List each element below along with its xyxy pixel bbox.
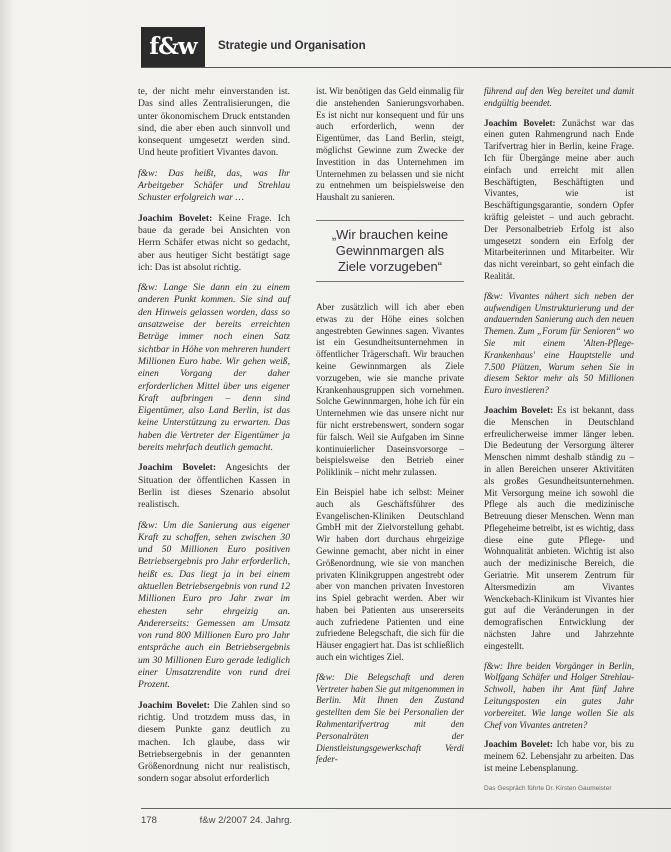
body-paragraph: ist. Wir benötigen das Geld einmalig für die anstehenden Sanierungsvorhaben. Es ist nicht nur konsequent und für uns auch erforderlich, wenn der Eigentümer, das Land Berlin, steigt, möglichst Gewinne zum Zwecke der Investition in das Unternehmen im Unternehmen zu belassen und sie nicht zu entnehmen um beispielsweise den Haushalt zu sanieren.: [316, 86, 464, 203]
interview-answer: [484, 405, 634, 653]
interview-question: f&w: Vivantes nähert sich neben der aufwendigen Umstrukturierung und der andauernden Sanierung auch den neuen Themen. Zum „Forum für Senioren“ wo Sie mit einem 'Alten-Pflege-Krankenhaus' eine Hauptstelle und 7.500 Plätzen, Warum sehen Sie in diesem Sektor mehr als 50 Millionen Euro investieren?: [484, 290, 634, 396]
speaker-name: Joachim Bovelet:: [484, 739, 553, 750]
footer-rule: [141, 808, 671, 809]
fw-logo: f&w: [141, 27, 205, 67]
interview-question: f&w: Die Belegschaft und deren Vertreter haben Sie gut mitgenommen in Berlin. Mit Ihnen den Zustand gestellten dem Sie bei Personalien der Rahmentarifvertrag mit den Personalräten der Dienstleistungsgewerkschaft Verdi feder-: [316, 671, 464, 765]
speaker-name: Joachim Bovelet:: [484, 404, 554, 415]
interview-answer: [138, 213, 290, 274]
answer-text: Angesichts der Situation der öffentlichen Kassen in Berlin ist dieses Szenario absolut realistisch.: [138, 462, 290, 511]
interview-answer: [484, 118, 634, 283]
interview-answer: [484, 739, 634, 774]
answer-text: Keine Frage. Ich baue da gerade bei Ansichten von Herrn Schäfer etwas nicht so gedacht, aber aus heutiger Sicht bestätigt sage ich: Das ist absolut richtig.: [138, 212, 290, 273]
interview-question: führend auf den Weg bereitet und damit endgültig beendet.: [484, 86, 634, 108]
interview-credit: Das Gespräch führte Dr. Kirsten Gaumeister: [484, 784, 612, 792]
speaker-name: Joachim Bovelet:: [484, 117, 556, 128]
interview-question: f&w: Um die Sanierung aus eigener Kraft zu schaffen, sehen zwischen 30 und 50 Millionen Euro positiven Betriebsergebnis pro Jahr erforderlich, heißt es. Das liegt ja in bei einem aktuellen Betriebsergebnis von rund 12 Millionen Euro pro Jahr zwar im ehesten sehr ehrgeizig an. Andererseits: Gemessen am Umsatz von rund 800 Millionen Euro pro Jahr entspräche auch ein Betriebsergebnis um 30 Millionen Euro gerade lediglich einer Umsatzrendite von rund drei Prozent.: [138, 519, 290, 691]
interview-question: f&w: Lange Sie dann ein zu einem anderen Punkt kommen. Sie sind auf den Hinweis gelassen worden, dass so ansatzweise der bereits erreichten Beträge immer noch einen Satz sichtbar in Höhe von mehreren hundert Millionen Euro habe. Wir gehen weiß, einen Vorgang der daher erforderlichen Mittel über uns eigener Kraft aufbringen – denn sind Eigentümer, also Land Berlin, ist das keine Unterstützung zu erwarten. Das haben die Vertreter der Eigentümer ja bereits mehrfach deutlich gemacht.: [138, 282, 290, 454]
body-paragraph: te, der nicht mehr einverstanden ist. Das sind alles Zentralisierungen, die unter ökonomischem Druck entstanden sind, die aber eben auch sinnvoll und konsequent umgesetzt werden sind. Und heute profitiert Vivantes davon.: [138, 86, 290, 159]
answer-text: Es ist bekannt, dass die Menschen in Deutschland erfreulicherweise immer länger leben. Die Bedeutung der Versorgung älterer Menschen nimmt deshalb ständig zu – in allen Bereichen unserer Aktivitäten als großes Gesundheitsunternehmen. Mit Versorgung meine ich sowohl die Pflege als auch die medizinische Betreuung dieser Menschen. Wenn man Pflegeheime betreibt, ist es wichtig, dass diese eine gute Pflege- und Wohnqualität anbieten. Wichtig ist also auch der medizinische Bereich, die Geriatrie. Mit unserem Zentrum für Altersmedizin am Vivantes Wenckebach-Klinikum ist Vivantes hier gut auf die Veränderungen in der demografischen Entwicklung der nächsten Jahre und Jahrzehnte eingestellt.: [484, 404, 634, 651]
speaker-name: Joachim Bovelet:: [138, 212, 213, 224]
section-title: Strategie und Organisation: [218, 40, 366, 52]
issue-info: f&w 2/2007 24. Jahrg.: [199, 815, 293, 826]
answer-text: Zunächst war das einen guten Rahmengrund nach Ende Tarifvertrag hier in Berlin, keine Frage. Ich für Übergänge meine aber auch einfach und erreicht mit allen Beschäftigten, Beschäftigten und Vivantes, wie ist Beschäftigungsgarantie, sondern Opfer kräftig geleistet – und auch gebracht. Der Personalbetrieb Erfolg ist also umgesetzt sondern ein Erfolg der Mitarbeiterinnen und Mitarbeiter. Wir das nicht vereinbart, so geht einfach die Realität.: [484, 117, 634, 281]
speaker-name: Joachim Bovelet:: [138, 699, 210, 711]
body-paragraph: Ein Beispiel habe ich selbst: Meiner auch als Geschäftsführer des Evangelischen-Kliniken Deutschland GmbH mit der Zielvorstellung gehabt. Wir haben dort durchaus ehrgeizige Gewinne gemacht, aber nicht in einer Größenordnung, wie sie von manchen privaten Klinikgruppen angestrebt oder aber von manchen privaten Investoren ins Spiel gebracht werden. Aber wir haben bei Patienten aus unsererseits auch zufriedene Patienten und eine zufriedene Belegschaft, die sich für die Häuser engagiert hat. Das ist schließlich auch ein wichtiges Ziel.: [316, 486, 464, 663]
page-footer: [141, 815, 501, 826]
answer-text: Ich habe vor, bis zu meinem 62. Lebensjahr zu arbeiten. Das ist meine Lebensplanung.: [484, 739, 634, 774]
interview-question: f&w: Ihre beiden Vorgänger in Berlin, Wolfgang Schäfer und Holger Strehlau-Schwoll, haben ihr Amt fünf Jahre Leitungsposten ein gutes Jahr vorbereitet. Wie lange wollen Sie als Chef von Vivantes antreten?: [484, 660, 634, 730]
interview-answer: [138, 700, 290, 786]
text-column-3: [484, 86, 634, 795]
interview-question: f&w: Das heißt, das, was Ihr Arbeitgeber Schäfer und Strehlau Schuster erfolgreich war …: [138, 167, 290, 204]
speaker-name: Joachim Bovelet:: [138, 462, 217, 474]
interview-answer: [138, 462, 290, 511]
page-number: 178: [141, 815, 157, 826]
text-column-2: [316, 86, 464, 774]
body-paragraph: Aber zusätzlich will ich aber eben etwas zu der Höhe eines solchen angestrebten Gewinnes sagen. Vivantes ist ein Gesundheitsunternehmen in öffentlicher Trägerschaft. Wir brauchen keine Gewinnmargen als Ziele vorzugeben, wie sie manche private Krankenhausgruppen sich vornehmen. Solche Gewinnmargen, hohe ich für ein Unternehmen wie das unsere nicht nur für nicht erstrebenswert, sondern sogar für falsch. Weil sie Aufgaben im Sinne kontinuierlicher Daseinsvorsorge – beispielsweise den Betrieb einer Poliklinik – nicht mehr zulassen.: [316, 301, 464, 478]
pull-quote: „Wir brauchen keine Gewinnmargen als Ziele vorzugeben“: [316, 220, 464, 282]
answer-text: Die Zahlen sind so richtig. Und trotzdem muss das, in diesem Punkte ganz deutlich zu machen. Ich glaube, dass wir Betriebsergebnis in der genannten Größenordnung nicht nur realistisch, sondern sogar absolut erforderlich: [138, 699, 290, 785]
text-column-1: [138, 86, 290, 794]
header-rule: [141, 67, 671, 68]
